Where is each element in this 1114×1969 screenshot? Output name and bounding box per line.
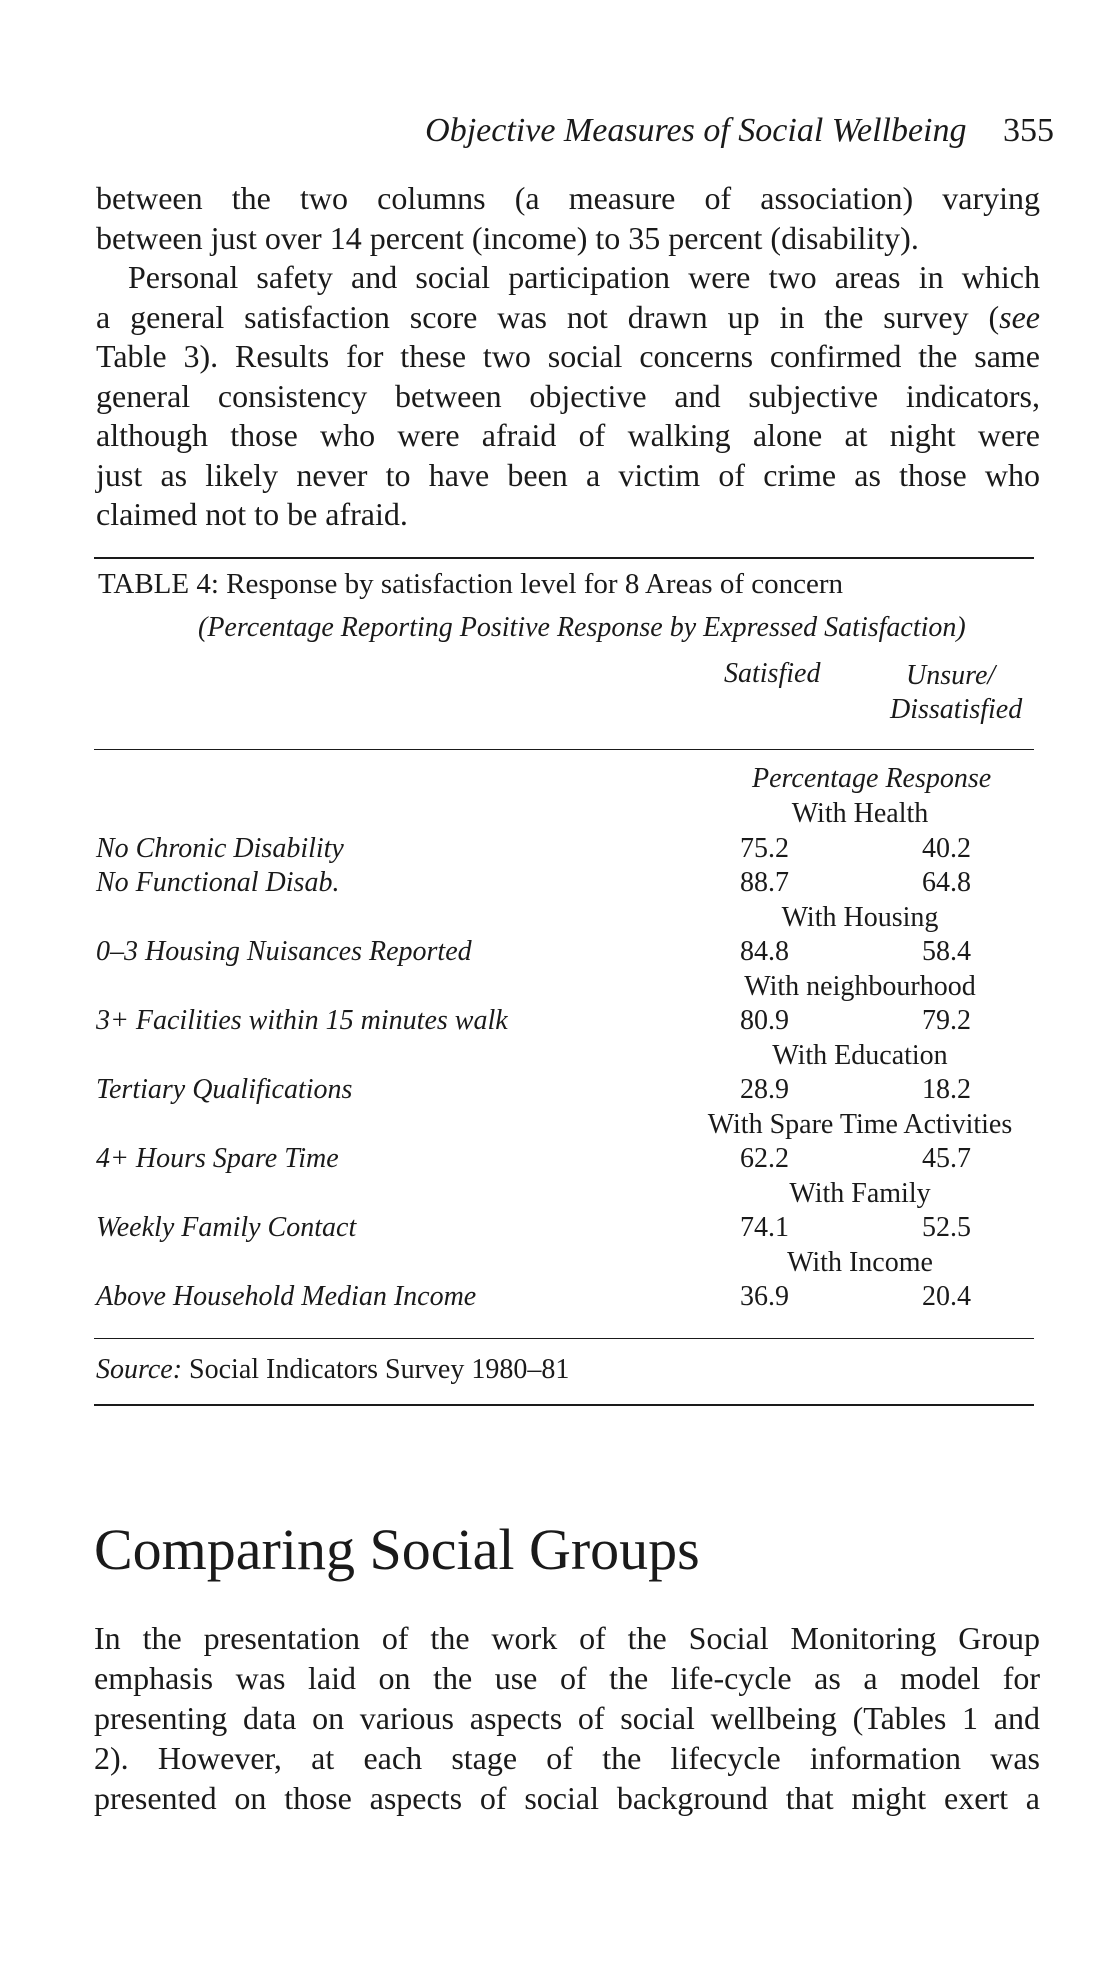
paragraph-line: In the presentation of the work of the Social Monitoring Group <box>94 1620 1040 1656</box>
table-end-rule <box>94 1404 1034 1406</box>
paragraph-line <box>96 298 1040 338</box>
page-number: 355 <box>1003 112 1054 149</box>
table-cell-satisfied: 84.8 <box>740 936 789 967</box>
table-row-label: Above Household Median Income <box>96 1281 477 1312</box>
section-paragraph <box>94 1618 1040 1818</box>
paragraph-line: just as likely never to have been a victim of crime as those who <box>96 456 1040 493</box>
table-caption: TABLE 4: Response by satisfaction level for 8 Areas of concern <box>98 568 844 600</box>
table-group-heading: With Income <box>787 1246 933 1278</box>
paragraph-line: Table 3). Results for these two social concerns confirmed the same <box>96 338 1040 374</box>
column-header-unsure: Unsure/ <box>906 660 996 691</box>
table-cell-dissatisfied: 52.5 <box>922 1212 971 1243</box>
paragraph-line: general consistency between objective and subjective indicators, <box>96 377 1040 414</box>
table-group-heading: With Health <box>791 798 929 829</box>
table-group-heading: With Education <box>772 1039 948 1071</box>
paragraph-line: Personal safety and social participation were two areas in which <box>128 259 1040 295</box>
table-row-label: No Functional Disab. <box>96 867 340 898</box>
table-cell-satisfied: 62.2 <box>740 1143 789 1174</box>
table-cell-satisfied: 28.9 <box>740 1074 789 1105</box>
paragraph-line: between just over 14 percent (income) to 35 percent (disability). <box>96 219 919 256</box>
paragraph-line: between the two columns (a measure of association) varying <box>96 180 1040 216</box>
percentage-response-label: Percentage Response <box>752 763 992 794</box>
running-header <box>96 112 1054 162</box>
table-cell-satisfied: 88.7 <box>740 867 789 898</box>
paragraph-line: presented on those aspects of social background that might exert a <box>94 1780 1040 1816</box>
table-cell-dissatisfied: 64.8 <box>922 867 971 898</box>
source-label: Source: <box>96 1354 183 1385</box>
table-source <box>96 1354 569 1386</box>
table-top-rule <box>94 557 1034 559</box>
section-heading: Comparing Social Groups <box>94 1517 700 1582</box>
column-header-satisfied: Satisfied <box>724 658 821 689</box>
table-header-rule <box>94 749 1034 750</box>
table-cell-satisfied: 75.2 <box>740 832 789 864</box>
table-row-label: Weekly Family Contact <box>96 1212 357 1243</box>
table-cell-satisfied: 36.9 <box>740 1281 789 1312</box>
table-row-label: 0–3 Housing Nuisances Reported <box>96 936 472 967</box>
table-bottom-rule <box>94 1338 1034 1339</box>
table-cell-dissatisfied: 79.2 <box>922 1005 971 1036</box>
table-row-label: 4+ Hours Spare Time <box>96 1143 339 1174</box>
paragraph-line: although those who were afraid of walking alone at night were <box>96 417 1040 453</box>
table-row-label: Tertiary Qualifications <box>96 1074 353 1105</box>
table-row-label: 3+ Facilities within 15 minutes walk <box>96 1005 508 1036</box>
table-group-heading: With Spare Time Activities <box>707 1108 1013 1140</box>
table-subcaption: (Percentage Reporting Positive Response by Expressed Satisfaction) <box>198 612 966 643</box>
paragraph-text: a general satisfaction score was not drawn up in the survey ( <box>96 298 1000 335</box>
table-row-label: No Chronic Disability <box>96 832 344 864</box>
source-text: Social Indicators Survey 1980–81 <box>189 1354 570 1385</box>
see-italic: see <box>999 298 1040 335</box>
table-cell-satisfied: 80.9 <box>740 1005 789 1036</box>
paragraph-line: presenting data on various aspects of social wellbeing (Tables 1 and <box>94 1700 1040 1736</box>
paragraph-line: 2). However, at each stage of the lifecycle information was <box>94 1740 1040 1776</box>
table-cell-satisfied: 74.1 <box>740 1212 789 1243</box>
table-cell-dissatisfied: 20.4 <box>922 1281 971 1312</box>
paragraph-2 <box>96 258 1040 535</box>
paragraph-line: claimed not to be afraid. <box>96 496 408 532</box>
table-group-heading: With neighbourhood <box>744 970 976 1002</box>
table-cell-dissatisfied: 18.2 <box>922 1074 971 1105</box>
table-cell-dissatisfied: 40.2 <box>922 832 971 864</box>
table-cell-dissatisfied: 45.7 <box>922 1143 971 1174</box>
column-header-dissatisfied: Dissatisfied <box>890 694 1023 725</box>
paragraph-line: emphasis was laid on the use of the life-cycle as a model for <box>94 1660 1040 1696</box>
table-group-heading: With Family <box>789 1177 931 1209</box>
table-group-heading: With Housing <box>781 901 939 933</box>
table-cell-dissatisfied: 58.4 <box>922 936 971 967</box>
paragraph-1 <box>96 179 1040 258</box>
running-title: Objective Measures of Social Wellbeing <box>425 112 967 149</box>
